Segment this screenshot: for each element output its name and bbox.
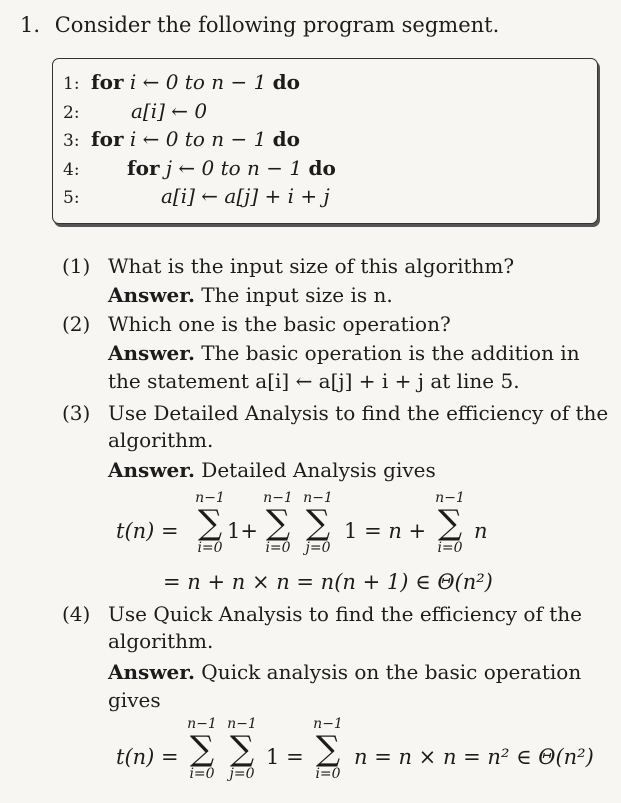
code-line-5: 5: a[i] ← a[j] + i + j bbox=[63, 184, 330, 208]
eq-term-2: 1 = n + bbox=[344, 519, 427, 543]
code-line-1: 1: for i ← 0 to n − 1 do bbox=[63, 70, 300, 94]
code-listing bbox=[52, 58, 598, 224]
equation-quick: t(n) = bbox=[116, 745, 179, 769]
eq-term-4: 1 = bbox=[266, 745, 304, 769]
code-line-3: 3: for i ← 0 to n − 1 do bbox=[63, 127, 300, 151]
sum-3: n−1 ∑ j=0 bbox=[303, 490, 333, 556]
sum-2: n−1 ∑ i=0 bbox=[263, 490, 293, 556]
sum-4: n−1 ∑ i=0 bbox=[435, 490, 465, 556]
answer-1: Answer. The input size is n. bbox=[108, 283, 393, 307]
code-line-4: 4: for j ← 0 to n − 1 do bbox=[63, 156, 336, 180]
eq-quick-rhs: n = n × n = n² ∈ Θ(n²) bbox=[354, 745, 594, 769]
eq-term-1: 1+ bbox=[227, 519, 258, 543]
answer-2: Answer. The basic operation is the addition in bbox=[108, 341, 580, 365]
answer-3: Answer. Detailed Analysis gives bbox=[108, 458, 436, 482]
sum-5: n−1 ∑ i=0 bbox=[187, 716, 217, 782]
answer-4: Answer. Quick analysis on the basic operation bbox=[108, 660, 582, 684]
question-header bbox=[20, 13, 499, 37]
question-title: Consider the following program segment. bbox=[54, 13, 500, 37]
sum-6: n−1 ∑ j=0 bbox=[227, 716, 257, 782]
equation-detailed-line2: = n + n × n = n(n + 1) ∈ Θ(n²) bbox=[163, 570, 493, 594]
code-line-2: 2: a[i] ← 0 bbox=[63, 99, 208, 123]
question-number: 1. bbox=[20, 13, 41, 37]
eq-term-3: n bbox=[474, 519, 488, 543]
equation-detailed: t(n) = bbox=[116, 519, 179, 543]
sum-7: n−1 ∑ i=0 bbox=[313, 716, 343, 782]
sum-1: n−1 ∑ i=0 bbox=[195, 490, 225, 556]
